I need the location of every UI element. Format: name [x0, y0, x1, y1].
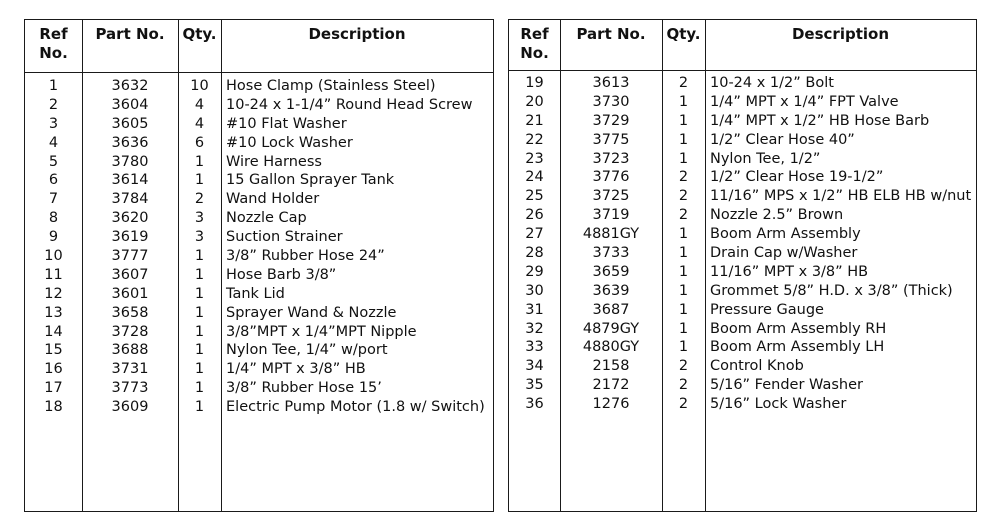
table-row — [25, 153, 493, 172]
part-no-cell: 3609 — [111, 399, 149, 416]
qty-cell: 4 — [194, 115, 205, 132]
qty-cell: 1 — [194, 172, 205, 189]
part-no-cell: 3613 — [592, 75, 630, 91]
part-no-cell: 3639 — [592, 282, 630, 299]
qty-cell: 1 — [194, 323, 205, 340]
part-no-cell: 3688 — [111, 342, 149, 359]
description-cell: Pressure Gauge — [710, 301, 824, 318]
qty-cell: 6 — [194, 134, 205, 151]
parts-table-left — [24, 19, 494, 512]
part-no-cell: 3776 — [592, 169, 630, 186]
qty-cell: 1 — [194, 361, 205, 378]
description-cell: 1/4” MPT x 1/2” HB Hose Barb — [710, 112, 930, 129]
table-row — [509, 225, 976, 244]
ref-no-header: Ref No. — [520, 25, 549, 62]
description-cell: Sprayer Wand & Nozzle — [226, 304, 397, 321]
ref-no-cell: 13 — [44, 304, 63, 321]
part-no-cell: 3784 — [111, 191, 149, 208]
description-header: Description — [308, 25, 406, 43]
table-row — [25, 379, 493, 398]
table-row — [25, 247, 493, 266]
description-cell: 5/16” Lock Washer — [710, 396, 847, 413]
ref-no-cell: 19 — [525, 75, 544, 91]
table-row — [509, 93, 976, 112]
description-cell: Drain Cap w/Washer — [710, 245, 858, 262]
part-no-cell: 3607 — [111, 266, 149, 283]
description-cell: Nozzle Cap — [226, 210, 307, 227]
ref-no-cell: 2 — [48, 96, 59, 113]
qty-cell: 1 — [678, 93, 689, 110]
description-cell: 10-24 x 1-1/4” Round Head Screw — [226, 96, 473, 113]
description-cell: 11/16” MPS x 1/2” HB ELB HB w/nut — [710, 188, 972, 205]
header-divider — [25, 72, 493, 73]
table-row — [509, 206, 976, 225]
part-no-cell: 3687 — [592, 301, 630, 318]
ref-no-cell: 5 — [48, 153, 59, 170]
qty-header: Qty. — [182, 25, 217, 43]
qty-cell: 1 — [194, 399, 205, 416]
ref-no-cell: 25 — [525, 188, 544, 205]
qty-cell: 2 — [678, 75, 689, 91]
table-row — [25, 209, 493, 228]
part-no-cell: 3730 — [592, 93, 630, 110]
part-no-cell: 3659 — [592, 263, 630, 280]
ref-no-cell: 32 — [525, 320, 544, 337]
ref-no-cell: 4 — [48, 134, 59, 151]
part-no-cell: 3773 — [111, 380, 149, 397]
ref-no-cell: 26 — [525, 207, 544, 224]
table-row — [509, 357, 976, 376]
ref-no-cell: 33 — [525, 339, 544, 356]
ref-no-cell: 17 — [44, 380, 63, 397]
table-row — [509, 301, 976, 320]
description-cell: 15 Gallon Sprayer Tank — [226, 172, 395, 189]
table-row — [509, 187, 976, 206]
table-row — [509, 376, 976, 395]
ref-no-cell: 36 — [525, 396, 544, 413]
ref-no-cell: 3 — [48, 115, 59, 132]
table-row — [25, 341, 493, 360]
ref-no-cell: 35 — [525, 377, 544, 394]
qty-cell: 1 — [194, 285, 205, 302]
part-no-cell: 3619 — [111, 229, 149, 246]
description-cell: 3/8”MPT x 1/4”MPT Nipple — [226, 323, 417, 340]
part-no-cell: 3725 — [592, 188, 630, 205]
part-no-cell: 3723 — [592, 150, 630, 167]
description-cell: Tank Lid — [226, 285, 285, 302]
part-no-cell: 4879GY — [582, 320, 640, 337]
description-cell: Hose Clamp (Stainless Steel) — [226, 78, 436, 94]
table-row — [509, 282, 976, 301]
ref-no-cell: 11 — [44, 266, 63, 283]
description-cell: 1/2” Clear Hose 19-1/2” — [710, 169, 884, 186]
ref-no-cell: 14 — [44, 323, 63, 340]
table-row — [25, 228, 493, 247]
description-cell: 3/8” Rubber Hose 24” — [226, 248, 385, 265]
qty-cell: 1 — [678, 263, 689, 280]
qty-cell: 1 — [678, 301, 689, 318]
ref-no-cell: 28 — [525, 245, 544, 262]
description-cell: 1/4” MPT x 3/8” HB — [226, 361, 366, 378]
qty-cell: 1 — [678, 339, 689, 356]
qty-cell: 3 — [194, 229, 205, 246]
qty-cell: 1 — [678, 112, 689, 129]
ref-no-cell: 1 — [48, 78, 59, 94]
table-row — [25, 360, 493, 379]
description-cell: Nylon Tee, 1/2” — [710, 150, 821, 167]
qty-cell: 1 — [678, 320, 689, 337]
part-no-cell: 3601 — [111, 285, 149, 302]
qty-cell: 1 — [678, 226, 689, 243]
qty-cell: 1 — [194, 153, 205, 170]
part-no-cell: 3719 — [592, 207, 630, 224]
description-header: Description — [791, 25, 890, 43]
table-row — [509, 338, 976, 357]
description-cell: Boom Arm Assembly — [710, 226, 861, 243]
table-row — [509, 112, 976, 131]
ref-no-cell: 10 — [44, 248, 63, 265]
qty-cell: 2 — [678, 188, 689, 205]
table-row — [25, 134, 493, 153]
description-cell: Boom Arm Assembly LH — [710, 339, 885, 356]
table-row — [509, 244, 976, 263]
qty-header: Qty. — [666, 25, 701, 43]
part-no-cell: 3731 — [111, 361, 149, 378]
table-row — [25, 304, 493, 323]
qty-cell: 1 — [678, 131, 689, 148]
part-no-cell: 3777 — [111, 248, 149, 265]
qty-cell: 2 — [194, 191, 205, 208]
qty-cell: 1 — [678, 282, 689, 299]
part-no-cell: 3632 — [111, 78, 149, 94]
description-cell: Electric Pump Motor (1.8 w/ Switch) — [226, 399, 485, 416]
qty-cell: 1 — [194, 304, 205, 321]
description-cell: Control Knob — [710, 358, 804, 375]
ref-no-cell: 12 — [44, 285, 63, 302]
ref-no-cell: 24 — [525, 169, 544, 186]
ref-no-cell: 34 — [525, 358, 544, 375]
table-row — [25, 115, 493, 134]
description-cell: Nozzle 2.5” Brown — [710, 207, 844, 224]
qty-cell: 10 — [190, 78, 209, 94]
qty-cell: 1 — [678, 150, 689, 167]
ref-no-cell: 18 — [44, 399, 63, 416]
table-row — [25, 190, 493, 209]
part-no-cell: 2172 — [592, 377, 630, 394]
qty-cell: 2 — [678, 396, 689, 413]
description-cell: Grommet 5/8” H.D. x 3/8” (Thick) — [710, 282, 953, 299]
part-no-cell: 3604 — [111, 96, 149, 113]
description-cell: Wand Holder — [226, 191, 320, 208]
part-no-cell: 3614 — [111, 172, 149, 189]
ref-no-cell: 8 — [48, 210, 59, 227]
ref-no-cell: 16 — [44, 361, 63, 378]
table-row — [25, 171, 493, 190]
part-no-cell: 3780 — [111, 153, 149, 170]
description-cell: 10-24 x 1/2” Bolt — [710, 75, 834, 91]
ref-no-cell: 9 — [48, 229, 59, 246]
part-no-cell: 3775 — [592, 131, 630, 148]
table-row — [25, 398, 493, 417]
qty-cell: 3 — [194, 210, 205, 227]
table-row — [25, 77, 493, 96]
part-no-header: Part No. — [576, 25, 646, 43]
part-no-cell: 3658 — [111, 304, 149, 321]
description-cell: #10 Lock Washer — [226, 134, 353, 151]
qty-cell: 2 — [678, 358, 689, 375]
description-cell: Hose Barb 3/8” — [226, 266, 337, 283]
ref-no-cell: 23 — [525, 150, 544, 167]
table-row — [509, 168, 976, 187]
ref-no-cell: 7 — [48, 191, 59, 208]
ref-no-cell: 15 — [44, 342, 63, 359]
part-no-cell: 3733 — [592, 245, 630, 262]
ref-no-cell: 6 — [48, 172, 59, 189]
qty-cell: 2 — [678, 207, 689, 224]
parts-rows — [509, 74, 976, 414]
part-no-cell: 2158 — [592, 358, 630, 375]
ref-no-cell: 29 — [525, 263, 544, 280]
description-cell: 5/16” Fender Washer — [710, 377, 863, 394]
table-row — [509, 150, 976, 169]
description-cell: Nylon Tee, 1/4” w/port — [226, 342, 388, 359]
parts-table-right — [508, 19, 977, 512]
qty-cell: 2 — [678, 377, 689, 394]
part-no-header: Part No. — [95, 25, 165, 43]
ref-no-cell: 30 — [525, 282, 544, 299]
description-cell: 11/16” MPT x 3/8” HB — [710, 263, 869, 280]
qty-cell: 1 — [678, 245, 689, 262]
ref-no-cell: 20 — [525, 93, 544, 110]
part-no-cell: 4880GY — [582, 339, 640, 356]
qty-cell: 1 — [194, 380, 205, 397]
description-cell: #10 Flat Washer — [226, 115, 347, 132]
table-row — [25, 285, 493, 304]
part-no-cell: 4881GY — [582, 226, 640, 243]
ref-no-cell: 31 — [525, 301, 544, 318]
description-cell: Boom Arm Assembly RH — [710, 320, 887, 337]
table-row — [509, 395, 976, 414]
table-row — [509, 320, 976, 339]
table-row — [25, 96, 493, 115]
table-row — [509, 263, 976, 282]
table-row — [509, 131, 976, 150]
parts-rows — [25, 77, 493, 417]
part-no-cell: 3728 — [111, 323, 149, 340]
ref-no-cell: 21 — [525, 112, 544, 129]
part-no-cell: 3605 — [111, 115, 149, 132]
qty-cell: 1 — [194, 342, 205, 359]
qty-cell: 4 — [194, 96, 205, 113]
part-no-cell: 1276 — [592, 396, 630, 413]
description-cell: 3/8” Rubber Hose 15’ — [226, 380, 382, 397]
ref-no-cell: 22 — [525, 131, 544, 148]
ref-no-cell: 27 — [525, 226, 544, 243]
table-row — [25, 266, 493, 285]
ref-no-header: Ref No. — [39, 25, 68, 62]
part-no-cell: 3636 — [111, 134, 149, 151]
description-cell: 1/4” MPT x 1/4” FPT Valve — [710, 93, 899, 110]
part-no-cell: 3729 — [592, 112, 630, 129]
table-row — [25, 323, 493, 342]
description-cell: Wire Harness — [226, 153, 322, 170]
table-row — [509, 74, 976, 93]
qty-cell: 1 — [194, 248, 205, 265]
header-divider — [509, 70, 976, 71]
qty-cell: 1 — [194, 266, 205, 283]
part-no-cell: 3620 — [111, 210, 149, 227]
qty-cell: 2 — [678, 169, 689, 186]
description-cell: Suction Strainer — [226, 229, 343, 246]
description-cell: 1/2” Clear Hose 40” — [710, 131, 855, 148]
